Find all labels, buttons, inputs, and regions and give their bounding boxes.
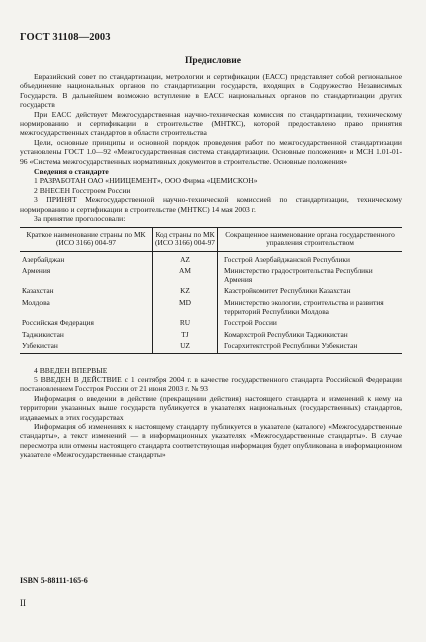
item-developed: 1 РАЗРАБОТАН ОАО «НИИЦЕМЕНТ», ООО Фирма «ЦЕМИСКОН» (34, 176, 258, 186)
info-paragraph: Информация о введении в действие (прекращении действия) настоящего стандарта и изменений к нему на территории указанных выше государств публикуется в указателях национальных (государственных) стандартов, издаваемых в этих государствах (20, 393, 402, 422)
country-cell: Таджикистан (22, 329, 64, 339)
header-authority: Сокращенное наименование органа государственного управления строительством (218, 227, 403, 251)
table-row (20, 329, 402, 341)
code-cell: MD (153, 298, 218, 318)
code-cell: KZ (153, 286, 218, 298)
voting-table (20, 227, 402, 354)
country-cell: Армения (22, 266, 51, 276)
table-row (20, 341, 402, 353)
paragraph: Евразийский совет по стандартизации, метрологии и сертификации (ЕАСС) представляет собой региональное объединение национальных органов по стандартизации государств, входящих в Содружество Независимых Государств. В дальнейшем возможно вступление в ЕАСС национальных органов по стандартизации других государств (20, 72, 402, 110)
country-cell: Узбекистан (20, 341, 153, 353)
country-cell: Казахстан (22, 286, 54, 296)
voted-label: За принятие проголосовали: (34, 214, 126, 224)
table-row (20, 318, 402, 330)
authority-cell: Госстрой Азербайджанской Республики (224, 254, 350, 264)
info-paragraph: Информация об изменениях к настоящему стандарту публикуется в указателе (каталоге) «Межгосударственные стандарты», а текст изменений — в информационных указателях «Межгосударственные стандарты». В случае пересмотра или отмены настоящего стандарта соответствующая информация будет опубликована в информационном указателе «Межгосударственные стандарты» (20, 421, 402, 460)
item-enacted: 5 ВВЕДЕН В ДЕЙСТВИЕ с 1 сентября 2004 г. в качестве государственного стандарта Российской Федерации постановлением Госстроя России от 21 июня 2003 г. № 93 (20, 374, 402, 394)
table-header-row (20, 227, 402, 251)
table-row (20, 266, 402, 286)
item-first-introduced: 4 ВВЕДЕН ВПЕРВЫЕ (34, 365, 108, 375)
code-cell: RU (153, 318, 218, 330)
country-cell: Российская Федерация (22, 318, 94, 328)
authority-cell: Министерство экологии, строительства и развития территорий Республики Молдова (224, 298, 384, 316)
item-submitted: 2 ВНЕСЕН Госстроем России (34, 185, 131, 195)
item-adopted: 3 ПРИНЯТ Межгосударственной научно-технической комиссией по стандартизации, техническому нормированию и сертификации в строительстве (МНТКС) 14 мая 2003 г. (20, 195, 402, 214)
header-code: Код страны по МК (ИСО 3166) 004-97 (153, 227, 218, 251)
page-number: II (20, 598, 26, 608)
table-row (20, 251, 402, 266)
table-row (20, 286, 402, 298)
authority-cell: Комархстрой Республики Таджикистан (224, 329, 348, 339)
authority-cell: Госстрой России (224, 318, 277, 328)
country-cell: Азербайджан (22, 254, 65, 264)
authority-cell: Министерство градостроительства Республики Армения (224, 266, 373, 284)
table-row (20, 298, 402, 318)
code-cell: AZ (153, 251, 218, 266)
code-cell: AM (153, 266, 218, 286)
paragraph: Цели, основные принципы и основной порядок проведения работ по межгосударственной стандартизации установлены ГОСТ 1.0—92 «Межгосударственная система стандартизации. Основные положения» и МСН 1.01-01-96 «Система межгосударственных нормативных документов в строительстве. Основные положения» (20, 137, 402, 166)
paragraph: При ЕАСС действует Межгосударственная научно-техническая комиссия по стандартизации, техническому нормированию и сертификации в строительстве (МНТКС), которой предоставлено право принятия межгосударственных стандартов в области строительства (20, 109, 402, 138)
isbn: ISBN 5-88111-165-6 (20, 576, 88, 585)
about-heading: Сведения о стандарте (34, 167, 109, 177)
authority-cell: Казстройкомитет Республики Казахстан (224, 286, 351, 296)
document-header: ГОСТ 31108—2003 (20, 32, 111, 43)
code-cell: UZ (153, 341, 218, 353)
authority-cell: Госархитектстрой Республики Узбекистан (218, 341, 403, 353)
country-cell: Молдова (22, 298, 50, 308)
header-country: Краткое наименование страны по МК (ИСО 3166) 004-97 (20, 227, 153, 251)
preface-body (20, 72, 402, 460)
section-title: Предисловие (185, 56, 241, 66)
code-cell: TJ (153, 329, 218, 341)
